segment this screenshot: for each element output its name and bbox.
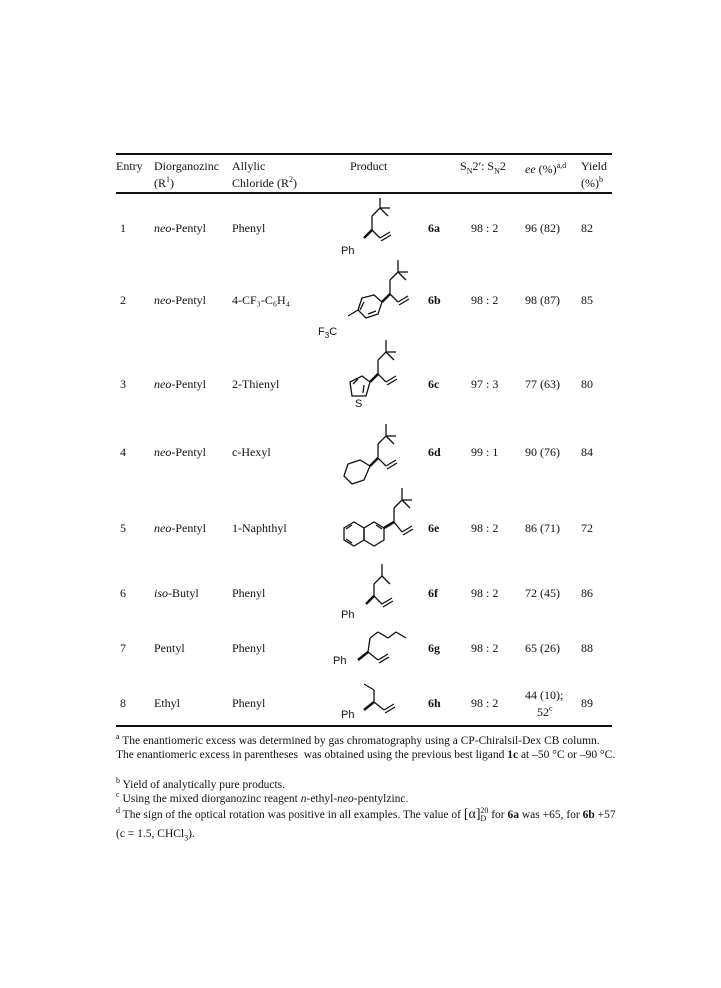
yield-cell: 89	[581, 696, 593, 710]
header-ratio: $S_N2'$: $S_N2$	[460, 159, 506, 176]
allylic-chloride-cell: Phenyl	[232, 696, 266, 710]
structure-6b-label: $F_3C$	[318, 326, 338, 341]
ratio-cell: 99 : 1	[471, 445, 499, 459]
footnote-d: $^d$ The sign of the optical rotation was positive in all examples. The value of $[\alpha]_D^{20}$ for 6a was +65, for 6b +57 (c = 1.5, CHCl$_3$).	[116, 806, 616, 842]
footnote-a: $^a$ The enantiomeric excess was determined by gas chromatography using a CP-Chiralsil-Dex CB column. The enantiomeric excess in parentheses was obtained using the previous best ligand 1c at –50 °C or –90 °C.	[116, 732, 616, 762]
structure-6f-label: Ph	[341, 609, 355, 621]
entry-number: 6	[120, 586, 126, 600]
entry-number: 8	[120, 696, 126, 710]
structure-6h	[340, 680, 420, 730]
structure-6c	[328, 338, 418, 423]
product-code: 6c	[428, 377, 440, 391]
diorganozinc-cell: neo-Pentyl	[154, 221, 206, 235]
allylic-chloride-cell: Phenyl	[232, 586, 266, 600]
ratio-cell: 98 : 2	[471, 521, 499, 535]
ee-cell: 86 (71)	[525, 521, 560, 535]
allylic-chloride-cell: 2-Thienyl	[232, 377, 280, 391]
allylic-chloride-cell: 4-CF₃-C₆H₄	[232, 293, 290, 307]
ratio-cell: 98 : 2	[471, 221, 499, 235]
ee-cell-line1: 44 (10);	[525, 688, 564, 702]
structure-6e	[322, 488, 432, 568]
entry-number: 3	[120, 377, 126, 391]
diorganozinc-cell: Ethyl	[154, 696, 180, 710]
entry-number: 2	[120, 293, 126, 307]
footnote-b: $^b$ Yield of analytically pure products.	[116, 776, 285, 791]
header-ee: ee (%)$^{a,d}$	[525, 161, 567, 176]
allylic-chloride-cell: Phenyl	[232, 221, 266, 235]
ee-cell: 72 (45)	[525, 586, 560, 600]
yield-cell: 84	[581, 445, 593, 459]
entry-number: 7	[120, 641, 126, 655]
product-code: 6b	[428, 293, 441, 307]
ee-cell: 65 (26)	[525, 641, 560, 655]
allylic-chloride-cell: Phenyl	[232, 641, 266, 655]
product-code: 6g	[428, 641, 440, 655]
diorganozinc-cell: neo-Pentyl	[154, 293, 206, 307]
header-yield: Yield (%)$^b$	[581, 159, 607, 190]
structure-6g-label: Ph	[333, 655, 347, 667]
product-code: 6h	[428, 696, 441, 710]
diorganozinc-cell: neo-Pentyl	[154, 377, 206, 391]
ratio-cell: 97 : 3	[471, 377, 499, 391]
footnote-c: $^c$ Using the mixed diorganozinc reagent n-ethyl-neo-pentylzinc.	[116, 790, 409, 805]
yield-cell: 88	[581, 641, 593, 655]
allylic-chloride-cell: c-Hexyl	[232, 445, 271, 459]
ee-cell: 96 (82)	[525, 221, 560, 235]
product-code: 6f	[428, 586, 438, 600]
diorganozinc-cell: Pentyl	[154, 641, 185, 655]
table-header-rule	[116, 192, 612, 194]
table-bottom-rule	[116, 725, 612, 727]
yield-cell: 85	[581, 293, 593, 307]
ratio-cell: 98 : 2	[471, 293, 499, 307]
entry-number: 1	[120, 221, 126, 235]
ee-cell: 77 (63)	[525, 377, 560, 391]
product-code: 6a	[428, 221, 440, 235]
allylic-chloride-cell: 1-Naphthyl	[232, 521, 287, 535]
diorganozinc-cell: neo-Pentyl	[154, 521, 206, 535]
yield-cell: 86	[581, 586, 593, 600]
header-diorganozinc: Diorganozinc $(R^1)$	[154, 159, 220, 190]
entry-number: 5	[120, 521, 126, 535]
structure-6c-label: S	[355, 398, 363, 410]
entry-number: 4	[120, 445, 126, 459]
ratio-cell: 98 : 2	[471, 641, 499, 655]
structure-6g	[338, 628, 428, 678]
structure-6a-label: Ph	[341, 245, 355, 257]
header-entry: Entry	[116, 159, 143, 173]
ratio-cell: 98 : 2	[471, 696, 499, 710]
diorganozinc-cell: iso-Butyl	[154, 586, 199, 600]
product-code: 6d	[428, 445, 441, 459]
ratio-cell: 98 : 2	[471, 586, 499, 600]
ee-cell: 98 (87)	[525, 293, 560, 307]
header-product: Product	[350, 159, 388, 173]
yield-cell: 80	[581, 377, 593, 391]
table-top-rule	[116, 153, 612, 155]
structure-6h-label: Ph	[341, 709, 355, 721]
ee-cell-line2: 52$^c$	[537, 704, 553, 719]
yield-cell: 82	[581, 221, 593, 235]
header-allylic-chloride: Allylic Chloride $(R^2)$	[232, 159, 297, 190]
diorganozinc-cell: neo-Pentyl	[154, 445, 206, 459]
ee-cell: 90 (76)	[525, 445, 560, 459]
yield-cell: 72	[581, 521, 593, 535]
product-code: 6e	[428, 521, 440, 535]
